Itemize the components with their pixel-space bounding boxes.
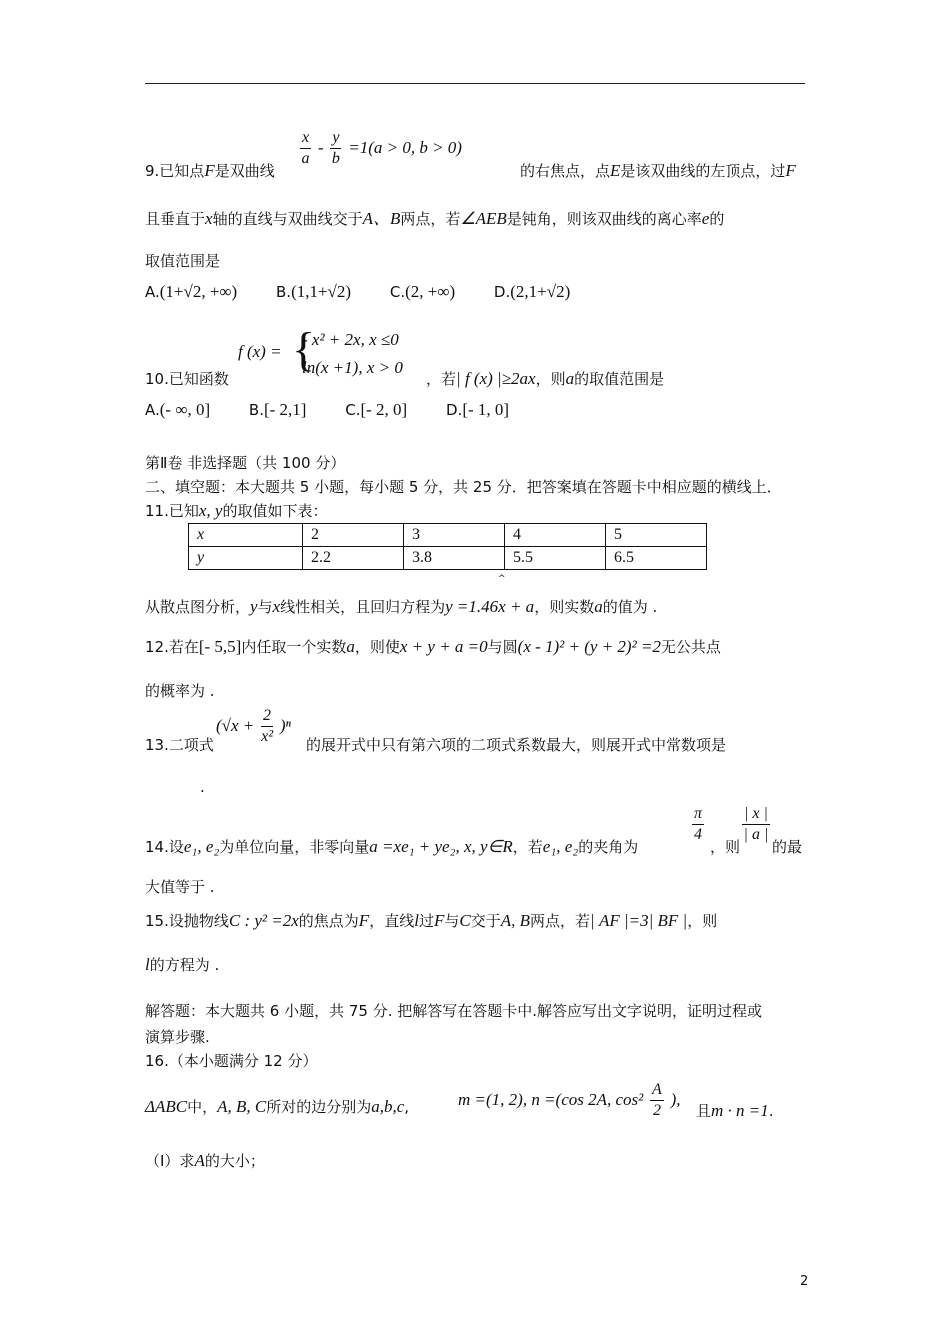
q9-option-c: C.(2, +∞) bbox=[389, 282, 456, 301]
q14-angle-frac: $\frac{\pi}{4}$ bbox=[694, 805, 703, 843]
q9-line2: 且垂直于x轴的直线与双曲线交于A、B两点，若∠AEB是钝角，则该双曲线的离心率e的 bbox=[145, 209, 725, 228]
q10-line1: 10.已知函数 bbox=[145, 370, 229, 388]
q9-option-b: B.(1,1+√2) bbox=[276, 282, 352, 301]
q10-option-d: D.[- 1, 0] bbox=[446, 400, 510, 419]
q16-part1: （Ⅰ）求A的大小； bbox=[145, 1151, 265, 1170]
q9-line1: 9.已知点F是双曲线 bbox=[145, 161, 275, 180]
q16-title: 16.（本小题满分 12 分） bbox=[145, 1052, 318, 1070]
q10-fx: f (x) = bbox=[238, 342, 282, 361]
q10-case1: - x² + 2x, x ≤0 bbox=[302, 330, 399, 349]
q14-line1: 14.设e₁, e₂为单位向量，非零向量a =xe₁ + ye₂, x, y∈R，若e₁, e₂的夹角为 bbox=[145, 837, 639, 856]
q11-hat: ^ bbox=[498, 574, 506, 584]
q10-option-a: A.(- ∞, 0] bbox=[145, 400, 211, 419]
q14-line1-end: 的最 bbox=[772, 838, 803, 856]
q9-equation: $\frac{x}{a}$ - $\frac{y}{b}$ =1(a > 0, b > 0) bbox=[301, 129, 462, 167]
q16-vectors: m =(1, 2), n =(cos 2A, cos² $\frac{A}{2}$ ), bbox=[458, 1081, 681, 1119]
q13-binomial: (√x + $\frac{2}{\text{x²}}$ )ⁿ bbox=[216, 707, 291, 745]
section2-title: 第Ⅱ卷 非选择题（共 100 分） bbox=[145, 454, 346, 472]
q11-table bbox=[188, 523, 707, 570]
q10-line1-right: ，若| f (x) |≥2ax，则a的取值范围是 bbox=[426, 369, 665, 388]
q12-line1: 12.若在[- 5,5]内任取一个实数a，则使x + y + a =0与圆(x - 1)² + (y + 2)² =2无公共点 bbox=[145, 637, 721, 656]
q13-label: 13.二项式 bbox=[145, 736, 214, 754]
q12-line2: 的概率为 . bbox=[145, 682, 215, 700]
q14-line1-then: ，则 bbox=[710, 838, 741, 856]
answer-intro-line2: 演算步骤. bbox=[145, 1028, 210, 1046]
q13-text: 的展开式中只有第六项的二项式系数最大，则展开式中常数项是 bbox=[306, 736, 727, 754]
q10-case2: ln(x +1), x > 0 bbox=[302, 358, 403, 377]
q9-line3: 取值范围是 bbox=[145, 252, 221, 270]
header-rule bbox=[145, 83, 805, 84]
q10-brace: { bbox=[292, 323, 316, 376]
page-number: 2 bbox=[800, 1274, 809, 1289]
q16-condition: 且m · n =1. bbox=[696, 1101, 774, 1120]
q14-line2: 大值等于 . bbox=[145, 878, 215, 896]
answer-intro-line1: 解答题：本大题共 6 小题，共 75 分. 把解答写在答题卡中.解答应写出文字说明，证明过程或 bbox=[145, 1002, 763, 1020]
q9-option-d: D.(2,1+√2) bbox=[493, 282, 571, 301]
q15-line1: 15.设抛物线C : y² =2x的焦点为F，直线l过F与C交于A, B两点，若| AF |=3| BF |，则 bbox=[145, 911, 718, 930]
fill-in-intro: 二、填空题：本大题共 5 小题，每小题 5 分，共 25 分．把答案填在答题卡中相应题的横线上． bbox=[145, 478, 782, 496]
q14-ratio-frac: $\frac{| x |}{| a |}$ bbox=[743, 805, 769, 843]
q10-options bbox=[145, 400, 543, 420]
q9-options bbox=[145, 282, 604, 302]
table-row: y 2.2 3.8 5.5 6.5 bbox=[189, 547, 707, 570]
q15-line2: l的方程为 . bbox=[145, 955, 220, 974]
q10-option-c: C.[- 2, 0] bbox=[345, 400, 408, 419]
q9-option-a: A.(1+√2, +∞) bbox=[145, 282, 238, 301]
q11-line2: 从散点图分析，y与x线性相关，且回归方程为y =1.46x + a，则实数a的值为 . bbox=[145, 597, 658, 616]
q10-option-b: B.[- 2,1] bbox=[248, 400, 307, 419]
q9-line1-right: 的右焦点，点E是该双曲线的左顶点，过F bbox=[520, 161, 796, 180]
q13-line2: . bbox=[200, 778, 205, 796]
table-row: x 2 3 4 5 bbox=[189, 524, 707, 547]
q16-line1: ΔABC中，A, B, C所对的边分别为a,b,c, bbox=[145, 1097, 410, 1116]
q11-line1: 11.已知x, y的取值如下表： bbox=[145, 501, 328, 520]
